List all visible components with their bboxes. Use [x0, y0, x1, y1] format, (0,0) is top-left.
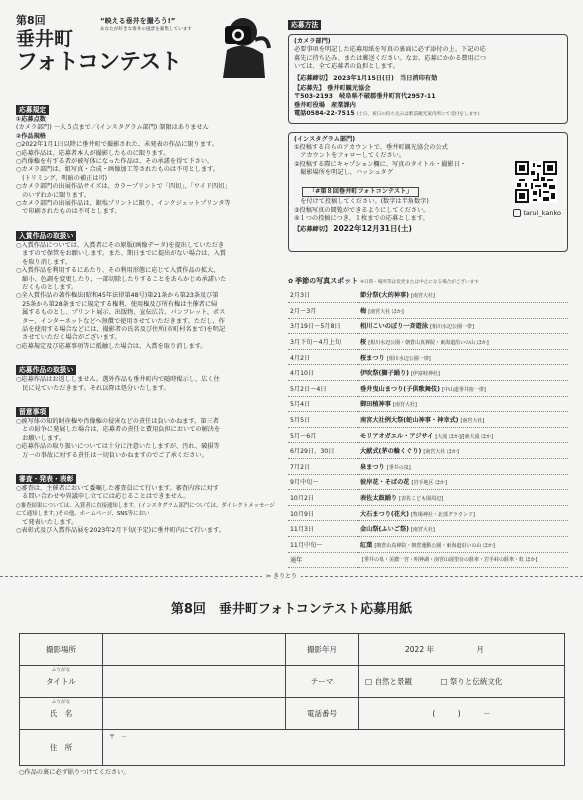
round-no: 第8回 — [16, 14, 46, 27]
camera-line: 募先に持ち込み、または郵送ください。なお、応募にかかる費用につ — [294, 54, 487, 62]
insta-line: ①投稿する自らのアカウントで、垂井町観光協会の公式 — [294, 144, 448, 152]
spot-date: 5月5日 — [288, 412, 358, 428]
spot-event: 桜 — [360, 338, 367, 346]
spots-section — [288, 277, 568, 568]
notes-line: ○被写体の知的財産権や肖像権の侵害などの責任は負いかねます。第三者 — [16, 417, 219, 425]
spot-row — [288, 412, 568, 428]
spot-date: 6月29日、30日 — [288, 443, 358, 459]
application-form — [19, 633, 565, 766]
spot-row — [288, 349, 568, 365]
spot-date: 5月～6月 — [288, 427, 358, 443]
date-label: 撮影年月 — [286, 634, 359, 666]
award-line: 品を使用する場合などには、撮影者の氏名及び住所(市町村名まで)を明記 — [16, 325, 226, 333]
camera-box — [288, 34, 568, 124]
insta-line: アカウントをフォローしてください。 — [294, 152, 406, 160]
instagram-icon — [513, 209, 521, 217]
spot-place: [中山道垂井宿一帯] — [441, 386, 486, 393]
spot-place: [南宮大社] — [410, 527, 435, 534]
spot-place: [相川水辺公園一帯] — [386, 355, 431, 362]
spots-note: ※日時・場所等は変更または中止になる場合がございます — [360, 280, 479, 285]
title-label-cell — [20, 666, 103, 698]
spot-place: [岩手地区 ほか] — [411, 480, 447, 487]
spec-list — [16, 141, 276, 217]
spot-date: 通年 — [288, 552, 358, 568]
subtagline: あなたが好きな垂井の風景を募集しています — [100, 27, 192, 32]
phone-field[interactable] — [359, 698, 565, 730]
submission-handling-heading: 応募作品の取扱い — [16, 365, 76, 375]
camera-label: (カメラ部門) — [294, 38, 331, 45]
tagline: “映える垂井を撮ろう!” — [100, 17, 176, 25]
hashtag: 「#第８回垂井町フォトコンテスト」 — [302, 187, 419, 197]
spot-row — [288, 380, 568, 396]
spot-row — [288, 474, 568, 490]
spot-info — [358, 334, 568, 350]
spot-place: [南宮大社] — [392, 402, 417, 409]
phone-label: 電話番号 — [286, 698, 359, 730]
spot-info — [358, 380, 568, 396]
spot-event: 表佐太鼓踊り — [360, 494, 398, 502]
deadline-label: 【応募締切】 — [294, 74, 332, 82]
spot-date: 4月2日 — [288, 349, 358, 365]
spot-date: 10月2日 — [288, 490, 358, 506]
spot-place: [伊富岐神社] — [410, 371, 440, 378]
judging-line: る問い合わせや異議申し立てには応じることはできません。 — [16, 493, 190, 501]
spot-event: 桜まつり — [360, 354, 385, 362]
spot-event: 金山祭(ふいご祭) — [360, 526, 409, 534]
notes-heading: 留意事項 — [16, 407, 49, 417]
left-column — [16, 97, 276, 535]
award-line: ○全入賞作品の著作権法(昭和45年法律第48号)第21条から第23条及び第 — [16, 292, 219, 300]
judging-line: ○表彰式及び入賞作品展を2023年2月下旬(予定)に垂井町内にて行います。 — [16, 527, 225, 535]
judging-line: て発表いたします。 — [16, 518, 78, 526]
insta-handle: tarui_kanko — [523, 208, 561, 217]
dest-phone: 電話0584-22-7515 — [294, 110, 355, 118]
spot-place: [相川水辺公園・朝倉山真禅院・東海道沿いの山 ほか] — [368, 339, 489, 346]
location-field[interactable] — [103, 634, 286, 666]
spot-event: 相川こいのぼり一斉遊泳 — [360, 323, 429, 331]
award-line: だくものとします。 — [16, 283, 78, 291]
spot-place: [表佐こども園周辺] — [399, 495, 444, 502]
spot-row — [288, 303, 568, 319]
spec-line: (トリミング、明暗の補正は可) — [16, 174, 108, 182]
spot-place: [南宮大社 ほか] — [423, 449, 459, 456]
theme-field[interactable] — [359, 666, 565, 698]
spot-row — [288, 287, 568, 302]
spot-date: 5月4日 — [288, 396, 358, 412]
spot-date: 11月3日 — [288, 521, 358, 537]
submission-line: ○応募作品はお返ししません。選外作品も垂井町内で随時掲示し、広く住 — [16, 376, 220, 384]
qr-code[interactable] — [515, 161, 557, 207]
spots-heading: 季節の写真スポット — [295, 277, 359, 285]
year-value: 2022 年 — [405, 645, 434, 654]
judging-line: ○審査は、主催者において委嘱した審査員にて行います。審査内容に対す — [16, 485, 219, 492]
spot-row — [288, 521, 568, 537]
application-section — [288, 12, 568, 252]
spot-info — [358, 318, 568, 334]
insta-line2: を付けて投稿してください。(数字は半角数字) — [294, 198, 429, 206]
spot-place: [朝倉山真禅院・朝倉運動公園・東海道沿いの山 ほか] — [374, 542, 495, 549]
insta-deadline-row — [294, 225, 489, 234]
spec-title: ②作品規格 — [16, 132, 46, 140]
award-line: ○入賞作品については、入賞者にその原版(画像データ)を提出していただき — [16, 241, 225, 249]
furigana-label: ふりがな — [51, 668, 71, 673]
spot-info — [358, 443, 568, 459]
address-field[interactable] — [103, 730, 565, 766]
spec-line: で印刷されたものは不可とします。 — [16, 208, 121, 216]
theme-label: テーマ — [286, 666, 359, 698]
insta-steps — [294, 144, 489, 235]
spot-event: 彼岸花・そばの花 — [360, 479, 410, 487]
spot-date: 9月中旬～ — [288, 474, 358, 490]
spot-date: 2月3日 — [288, 287, 358, 302]
name-label: 氏 名 — [49, 709, 73, 718]
camera-line: 必要事項を明記した応募用紙を写真の裏面に必ず添付の上、下記の応 — [294, 46, 486, 54]
name-field[interactable] — [103, 698, 286, 730]
spot-info — [358, 458, 568, 474]
spot-row — [288, 443, 568, 459]
spot-row — [288, 536, 568, 552]
camera-line: いては、全て応募者の負担とします。 — [294, 63, 399, 71]
award-line: ○入賞作品を利用するにあたり、その利用形態に応じて入賞作品の拡大、 — [16, 267, 220, 275]
application-heading: 応募方法 — [288, 20, 321, 30]
judging-line: ○審査結果については、入賞者に直接通知します。(インスタグラム部門については、ダイレクトメッセージにて通知します。)その他、ホームページ、SNS等におい — [16, 502, 275, 518]
notes-line: 万一の事故に対する責任は一切負いかねますのでご了承ください。 — [16, 451, 208, 459]
spot-info — [358, 396, 568, 412]
title-line2: フォトコンテスト — [16, 50, 182, 75]
notes-line: との紛争に発展した場合は、応募者の責任と費用負担においての解決を — [16, 426, 221, 434]
spec-line: ○応募作品は、応募者本人が撮影したものに限ります。 — [16, 149, 170, 157]
address-label: 住 所 — [20, 730, 103, 766]
camera-deadline-row — [294, 75, 562, 83]
notes-line: お願いします。 — [16, 434, 66, 442]
award-line: させていただく場合がございます。 — [16, 334, 121, 342]
entry-rules-heading: 応募規定 — [16, 105, 49, 115]
spot-row — [288, 458, 568, 474]
spot-date: 10月9日 — [288, 505, 358, 521]
scissors-icon: ✂ — [266, 573, 272, 580]
spot-place: [相川水辺公園一帯] — [430, 324, 474, 331]
count-title: ①応募点数 — [16, 116, 46, 123]
spot-place: [垂井の泉] — [386, 464, 411, 471]
award-handling-heading: 入賞作品の取扱い — [16, 231, 76, 241]
submission-line: 民に見ていただきます。それ以降は処分いたします。 — [16, 384, 170, 392]
award-line: を取り消します。 — [16, 258, 72, 266]
location-label: 撮影場所 — [20, 634, 103, 666]
spot-info — [358, 552, 568, 568]
spot-date: 3月下旬～4月上旬 — [288, 334, 358, 350]
award-handling-list — [16, 242, 276, 351]
dest-office: 垂井町役場 産業課内 — [294, 101, 356, 109]
award-line: 縮小、色調を変更したり、一部切除したりすることをあらかじめ承諾いた — [16, 275, 227, 283]
form-title: 第8回 垂井町フォトコンテスト応募用紙 — [170, 602, 413, 617]
spot-info — [358, 490, 568, 506]
spec-line: ○カメラ部門の出展作品サイズは、カラープリントで「四切」、「ワイド四切」 — [16, 183, 231, 191]
dest-phone-row — [294, 110, 562, 119]
dest-address: 〒503-2193 岐阜県不破郡垂井町宮代2957-11 — [294, 93, 436, 101]
insta-box — [288, 132, 568, 252]
spot-place: [大滝 ほか]/[東大滝 ほか] — [435, 433, 493, 440]
theme-nature-checkbox[interactable]: □ 自然と景観 — [365, 677, 412, 686]
award-line: ター、インターネットなどへ無償で使用させていただきます。ただし、作 — [16, 317, 225, 325]
spot-info — [358, 474, 568, 490]
spot-place: [牧場神社・北部グラウンド] — [410, 511, 475, 518]
spot-row — [288, 396, 568, 412]
spot-place: [南宮大社] — [460, 417, 485, 424]
deadline-label: 【応募締切】 — [294, 226, 332, 234]
dest-name: 垂井町観光協会 — [327, 85, 371, 93]
spot-date: 11月中旬～ — [288, 536, 358, 552]
furigana-label: ふりがな — [51, 700, 71, 705]
spots-table — [288, 287, 568, 568]
spot-place: [垂井の泉・美濃一宮・明神湖・南宮山展望台の駐車・岩手峠の駐車・虹 ほか] — [362, 557, 538, 564]
flower-icon: ✿ — [288, 278, 294, 285]
spot-row — [288, 552, 568, 568]
title-label: タイトル — [46, 677, 76, 686]
spot-place: [南宮大社 ほか] — [368, 308, 404, 315]
insta-label: (インスタグラム部門) — [294, 135, 356, 143]
spot-info — [358, 521, 568, 537]
spot-row — [288, 505, 568, 521]
spot-row — [288, 490, 568, 506]
month-suffix: 月 — [476, 645, 484, 654]
award-line: 属するものとし、プリント展示、出版物、宣伝広告、パンフレット、ポス — [16, 309, 226, 317]
spot-event: 南宮大社例大祭(蛇山神事・神幸式) — [360, 416, 459, 424]
spot-event: 大献式(茅の輪くぐり) — [360, 448, 422, 456]
spot-date: 7月2日 — [288, 458, 358, 474]
spot-info — [358, 349, 568, 365]
spot-date: 4月10日 — [288, 365, 358, 381]
cut-label-row — [262, 571, 301, 580]
theme-festival-checkbox[interactable]: □ 祭りと伝統文化 — [440, 677, 503, 686]
spot-event: 紅葉 — [360, 541, 373, 549]
title-line1: 垂井町 — [16, 28, 74, 50]
spot-event: 大石まつり(花火) — [360, 510, 409, 518]
spot-date: 2月～3月 — [288, 303, 358, 319]
spot-date: 3月19日～5月8日 — [288, 318, 358, 334]
spot-event: モリアオガエル・アジサイ — [360, 432, 434, 440]
award-line: ますので保管をお願いします。また、期日までに提出がない場合は、入賞 — [16, 250, 226, 258]
spot-event: 御田植神事 — [360, 401, 391, 409]
insta-handle-row[interactable] — [513, 209, 561, 217]
camera-deadline: 2023年1月15日(日) 当日消印有効 — [333, 74, 438, 82]
spot-date: 5月2日～4日 — [288, 380, 358, 396]
spot-event: 泉まつり — [360, 463, 385, 471]
tagline-block — [100, 16, 220, 32]
spot-info — [358, 365, 568, 381]
insta-line2: ③投稿写真の閲覧ができるようにしてください。 — [294, 206, 430, 214]
insta-line: ②投稿する際にキャプション欄に、写真のタイトル・撮影日・ — [294, 160, 467, 168]
spots-heading-row — [288, 277, 568, 287]
spec-line: ○カメラ部門の出展作品は、銀塩プリントに限り、インクジェットプリンタ等 — [16, 200, 231, 208]
postal-mark: 〒 － — [109, 734, 128, 741]
award-line: 25条から第28条までに規定する権利、使用権及び所有権は主催者に帰 — [16, 300, 218, 308]
spec-line: ○カメラ部門は、組写真・合成・画像加工等されたものは不可とします。 — [16, 166, 219, 174]
dest-phone-note: (土日、祝日の持ち込みは駅前観光案内所にて受付をします) — [356, 112, 480, 118]
spot-event: 垂井曳山まつり(子供歌舞伎) — [360, 385, 440, 393]
spot-row — [288, 334, 568, 350]
spec-line: のいずれかに限ります。 — [16, 191, 90, 199]
form-footnote: ○作品の裏に必ず貼りつけてください。 — [19, 769, 130, 776]
date-field[interactable] — [359, 634, 565, 666]
spot-info — [358, 427, 568, 443]
award-line: ○応募規定及び応募事項等に抵触した場合は、入賞を取り消します。 — [16, 342, 207, 350]
spot-info — [358, 505, 568, 521]
spot-event: 梅 — [360, 307, 367, 315]
spec-line: ○肖像権を有する者が被写体になった作品は、その承諾を得て下さい。 — [16, 158, 214, 166]
insta-line: 撮影場所を明記し、ハッシュタグ — [294, 169, 393, 177]
spot-info — [358, 287, 568, 302]
photographer-illustration — [205, 10, 275, 84]
title-field[interactable] — [103, 666, 286, 698]
spot-place: [南宮大社] — [410, 293, 435, 300]
spot-row — [288, 427, 568, 443]
spot-info — [358, 412, 568, 428]
spec-line: ○2022年1月1日以降に垂井町で撮影された、未発表の作品に限ります。 — [16, 141, 218, 149]
count-text: (カメラ部門) 一人５点まで／(インスタグラム部門) 制限はありません — [16, 124, 209, 132]
name-label-cell — [20, 698, 103, 730]
judging-heading: 審査・発表・表彰 — [16, 474, 76, 484]
spot-event: 伊吹祭(獅子踊り) — [360, 370, 409, 378]
cut-label: きりとり — [272, 573, 297, 580]
spot-info — [358, 303, 568, 319]
spot-info — [358, 536, 568, 552]
dest-label: 【応募先】 — [294, 85, 325, 93]
insta-deadline: 2022年12月31日(土) — [333, 224, 412, 234]
spot-row — [288, 365, 568, 381]
spot-row — [288, 318, 568, 334]
spot-event: 節分祭(大的神事) — [360, 292, 409, 300]
notes-line: ○応募作品の取り扱いについては十分に注意いたしますが、汚れ、破損等 — [16, 443, 220, 451]
phone-format: ( ) － — [432, 709, 491, 718]
insta-line2: ④１つの投稿につき、１枚までの応募とします。 — [294, 214, 429, 222]
